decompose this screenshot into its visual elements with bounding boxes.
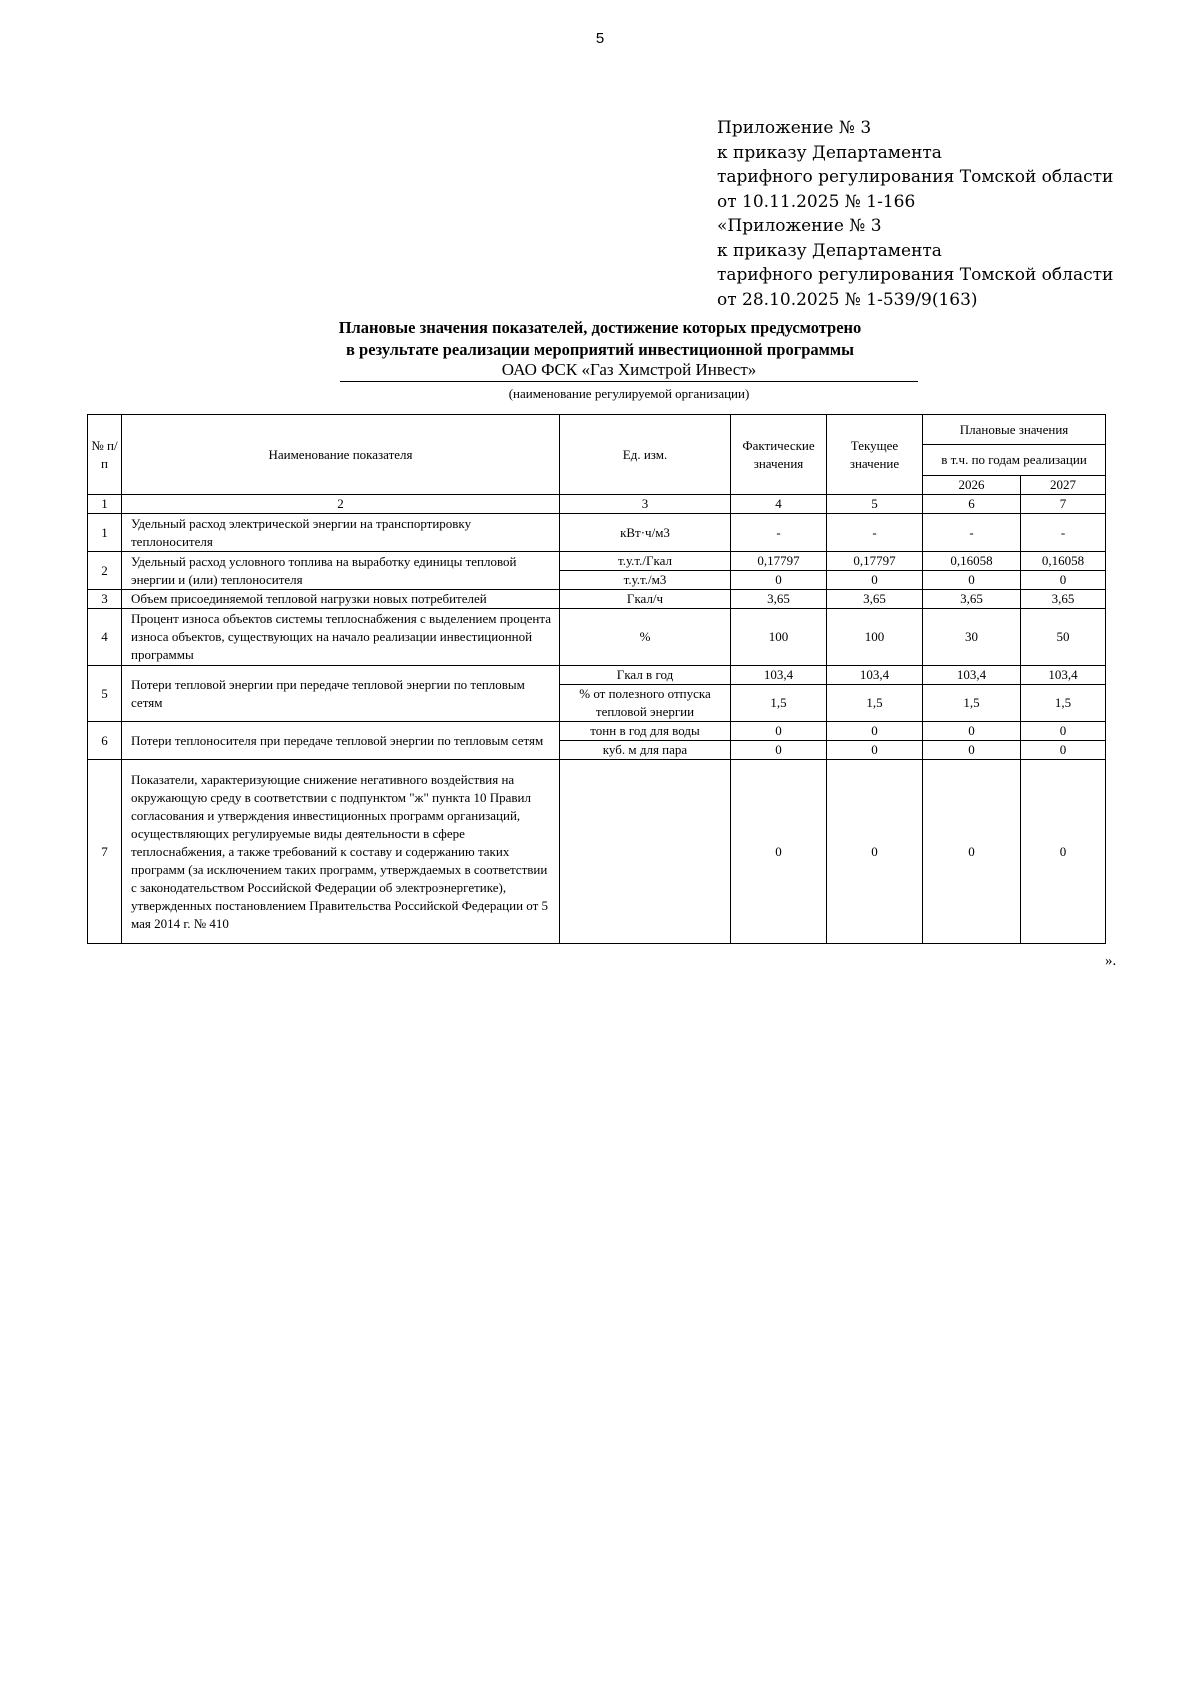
row-2027: 0: [1021, 760, 1106, 944]
organization-name: ОАО ФСК «Газ Химстрой Инвест»: [340, 360, 918, 382]
row-actual: 0: [731, 760, 827, 944]
row-current: 1,5: [827, 685, 923, 722]
document-title-line-2: в результате реализации мероприятий инвестиционной программы: [346, 340, 854, 359]
row-unit: т.у.т./Гкал: [560, 552, 731, 571]
row-actual: 0: [731, 741, 827, 760]
table-row: [88, 760, 1106, 944]
row-current: 0: [827, 760, 923, 944]
row-unit: Гкал в год: [560, 666, 731, 685]
row-actual: 0: [731, 571, 827, 590]
page-number: 5: [595, 30, 605, 47]
row-name: Процент износа объектов системы теплоснабжения с выделением процента износа объектов, существующих на начало реализации инвестиционной программы: [122, 609, 560, 666]
row-num: 3: [88, 590, 122, 609]
row-unit: куб. м для пара: [560, 741, 731, 760]
row-actual: 3,65: [731, 590, 827, 609]
appendix-line: тарифного регулирования Томской области: [717, 265, 1114, 285]
row-2026: 103,4: [923, 666, 1021, 685]
header-row: [88, 415, 1106, 445]
row-unit: [560, 760, 731, 944]
row-2026: 0: [923, 722, 1021, 741]
table-row: [88, 590, 1106, 609]
row-2026: 0: [923, 571, 1021, 590]
row-name: Удельный расход условного топлива на выработку единицы тепловой энергии и (или) теплоносителя: [122, 552, 560, 590]
row-unit: кВт·ч/м3: [560, 514, 731, 552]
header-by-years: в т.ч. по годам реализации: [923, 445, 1106, 476]
appendix-line: к приказу Департамента: [717, 142, 942, 163]
closing-quote: ».: [1105, 953, 1117, 969]
column-numbers-row: [88, 495, 1106, 514]
column-number: 6: [923, 495, 1021, 514]
header-name: Наименование показателя: [122, 415, 560, 495]
row-2027: 50: [1021, 609, 1106, 666]
row-2027: -: [1021, 514, 1106, 552]
indicators-table: [87, 414, 1106, 944]
appendix-line: от 28.10.2025 № 1-539/9(163): [717, 289, 978, 310]
header-actual: Фактические значения: [731, 415, 827, 495]
row-unit: т.у.т./м3: [560, 571, 731, 590]
appendix-line: от 10.11.2025 № 1-166: [717, 191, 916, 212]
row-current: 100: [827, 609, 923, 666]
table-row: [88, 666, 1106, 685]
appendix-line: к приказу Департамента: [717, 240, 942, 261]
row-2027: 3,65: [1021, 590, 1106, 609]
row-num: 5: [88, 666, 122, 722]
row-current: 0: [827, 571, 923, 590]
header-year-2027: 2027: [1021, 476, 1106, 495]
row-2027: 0,16058: [1021, 552, 1106, 571]
row-num: 2: [88, 552, 122, 590]
row-unit: %: [560, 609, 731, 666]
column-number: 2: [122, 495, 560, 514]
row-2026: -: [923, 514, 1021, 552]
row-2026: 0: [923, 741, 1021, 760]
row-2026: 3,65: [923, 590, 1021, 609]
row-actual: -: [731, 514, 827, 552]
row-2026: 30: [923, 609, 1021, 666]
table-row: [88, 514, 1106, 552]
header-unit: Ед. изм.: [560, 415, 731, 495]
row-name: Удельный расход электрической энергии на транспортировку теплоносителя: [122, 514, 560, 552]
column-number: 3: [560, 495, 731, 514]
row-num: 1: [88, 514, 122, 552]
row-current: 103,4: [827, 666, 923, 685]
row-actual: 0,17797: [731, 552, 827, 571]
table-row: [88, 552, 1106, 571]
row-current: 0: [827, 741, 923, 760]
header-planned: Плановые значения: [923, 415, 1106, 445]
row-current: 0,17797: [827, 552, 923, 571]
row-unit: тонн в год для воды: [560, 722, 731, 741]
row-num: 4: [88, 609, 122, 666]
row-2027: 103,4: [1021, 666, 1106, 685]
row-2027: 0: [1021, 571, 1106, 590]
row-name: Потери теплоносителя при передаче тепловой энергии по тепловым сетям: [122, 722, 560, 760]
row-2026: 0: [923, 760, 1021, 944]
row-unit: % от полезного отпуска тепловой энергии: [560, 685, 731, 722]
row-name: Объем присоединяемой тепловой нагрузки новых потребителей: [122, 590, 560, 609]
row-num: 7: [88, 760, 122, 944]
row-current: 3,65: [827, 590, 923, 609]
organization-caption: (наименование регулируемой организации): [508, 386, 750, 401]
row-num: 6: [88, 722, 122, 760]
appendix-line: «Приложение № 3: [717, 216, 882, 236]
column-number: 1: [88, 495, 122, 514]
column-number: 5: [827, 495, 923, 514]
row-actual: 1,5: [731, 685, 827, 722]
appendix-line: тарифного регулирования Томской области: [717, 167, 1114, 187]
row-actual: 0: [731, 722, 827, 741]
table-row: [88, 722, 1106, 741]
document-title-line-1: Плановые значения показателей, достижение которых предусмотрено: [338, 318, 862, 337]
row-2026: 1,5: [923, 685, 1021, 722]
table-row: [88, 609, 1106, 666]
appendix-block: [717, 116, 1113, 312]
row-2027: 0: [1021, 722, 1106, 741]
row-actual: 103,4: [731, 666, 827, 685]
row-unit: Гкал/ч: [560, 590, 731, 609]
row-current: -: [827, 514, 923, 552]
row-2027: 1,5: [1021, 685, 1106, 722]
row-name: Показатели, характеризующие снижение негативного воздействия на окружающую среду в соответствии с подпунктом "ж" пункта 10 Правил согласования и утверждения инвестиционных программ организаций, осуществляющих регулируемые виды деятельности в сфере теплоснабжения, а также требований к составу и содержанию таких программ (за исключением таких программ, утверждаемых в соответствии с законодательством Российской Федерации об электроэнергетике), утвержденных постановлением Правительства Российской Федерации от 5 мая 2014 г. № 410: [122, 760, 560, 944]
row-2027: 0: [1021, 741, 1106, 760]
row-name: Потери тепловой энергии при передаче тепловой энергии по тепловым сетям: [122, 666, 560, 722]
row-actual: 100: [731, 609, 827, 666]
row-2026: 0,16058: [923, 552, 1021, 571]
header-current: Текущее значение: [827, 415, 923, 495]
column-number: 4: [731, 495, 827, 514]
appendix-line: Приложение № 3: [717, 118, 872, 138]
row-current: 0: [827, 722, 923, 741]
header-num: № п/п: [88, 415, 122, 495]
header-year-2026: 2026: [923, 476, 1021, 495]
column-number: 7: [1021, 495, 1106, 514]
